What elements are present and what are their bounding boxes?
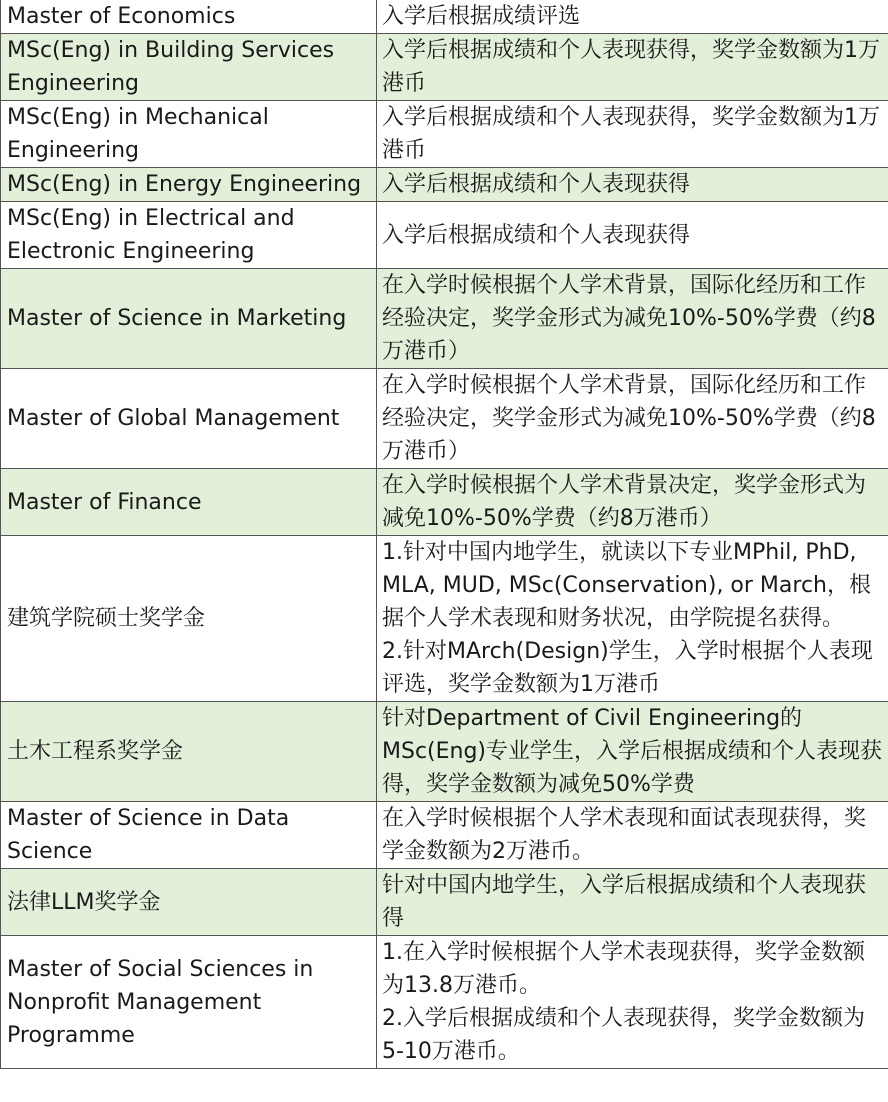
scholarship-description-cell xyxy=(377,101,888,168)
program-name-cell: MSc(Eng) in Energy Engineering xyxy=(1,168,377,202)
description-paragraph: 1.针对中国内地学生，就读以下专业MPhil, PhD, MLA, MUD, MSc(Conservation), or March，根据个人学术表现和财务状况，由学院提名获得。 xyxy=(382,540,871,631)
scholarship-description-cell xyxy=(377,936,888,1069)
description-paragraph: 入学后根据成绩和个人表现获得，奖学金数额为1万港币 xyxy=(382,38,880,96)
description-paragraph: 入学后根据成绩和个人表现获得 xyxy=(382,172,691,197)
description-paragraph: 入学后根据成绩和个人表现获得 xyxy=(382,222,691,248)
scholarship-table-body xyxy=(1,0,888,1069)
scholarship-description-cell xyxy=(377,869,888,936)
table-row xyxy=(1,101,888,168)
scholarship-description-cell xyxy=(377,0,888,34)
description-paragraph: 针对中国内地学生，入学后根据成绩和个人表现获得 xyxy=(382,873,867,931)
table-row xyxy=(1,536,888,702)
table-row xyxy=(1,936,888,1069)
description-paragraph: 入学后根据成绩评选 xyxy=(382,4,581,29)
description-paragraph: 2.针对MArch(Design)学生，入学时根据个人表现评选，奖学金数额为1万港币 xyxy=(382,639,873,697)
scholarship-description-cell xyxy=(377,202,888,269)
program-name-cell: Master of Economics xyxy=(1,0,377,34)
program-name-cell: MSc(Eng) in Building Services Engineering xyxy=(1,34,377,101)
program-name-cell: 土木工程系奖学金 xyxy=(1,702,377,802)
program-name-cell: MSc(Eng) in Electrical and Electronic Engineering xyxy=(1,202,377,269)
description-paragraph: 2.入学后根据成绩和个人表现获得，奖学金数额为5-10万港币。 xyxy=(382,1006,865,1064)
table-row xyxy=(1,469,888,536)
program-name-cell: Master of Global Management xyxy=(1,369,377,469)
table-row xyxy=(1,802,888,869)
table-row xyxy=(1,34,888,101)
scholarship-description-cell xyxy=(377,702,888,802)
description-paragraph: 在入学时候根据个人学术背景决定，奖学金形式为减免10%-50%学费（约8万港币） xyxy=(382,473,867,531)
description-paragraph: 入学后根据成绩和个人表现获得，奖学金数额为1万港币 xyxy=(382,105,880,163)
program-name-cell: MSc(Eng) in Mechanical Engineering xyxy=(1,101,377,168)
table-row xyxy=(1,269,888,369)
table-row xyxy=(1,369,888,469)
table-row xyxy=(1,168,888,202)
description-paragraph: 在入学时候根据个人学术背景，国际化经历和工作经验决定，奖学金形式为减免10%-50%学费（约8万港币） xyxy=(382,273,876,364)
program-name-cell: Master of Finance xyxy=(1,469,377,536)
description-paragraph: 1.在入学时候根据个人学术表现获得，奖学金数额为13.8万港币。 xyxy=(382,940,865,998)
program-name-cell: Master of Science in Marketing xyxy=(1,269,377,369)
scholarship-description-cell xyxy=(377,168,888,202)
description-paragraph: 针对Department of Civil Engineering的MSc(Eng)专业学生，入学后根据成绩和个人表现获得，奖学金数额为减免50%学费 xyxy=(382,706,883,797)
description-paragraph: 在入学时候根据个人学术表现和面试表现获得，奖学金数额为2万港币。 xyxy=(382,806,867,864)
scholarship-description-cell xyxy=(377,802,888,869)
scholarship-description-cell xyxy=(377,34,888,101)
scholarship-description-cell xyxy=(377,469,888,536)
program-name-cell: Master of Social Sciences in Nonprofit Management Programme xyxy=(1,936,377,1069)
program-name-cell: 建筑学院硕士奖学金 xyxy=(1,536,377,702)
program-name-cell: Master of Science in Data Science xyxy=(1,802,377,869)
scholarship-description-cell xyxy=(377,269,888,369)
scholarship-description-cell xyxy=(377,369,888,469)
description-paragraph: 在入学时候根据个人学术背景，国际化经历和工作经验决定，奖学金形式为减免10%-50%学费（约8万港币） xyxy=(382,373,876,464)
program-name-cell: 法律LLM奖学金 xyxy=(1,869,377,936)
scholarship-description-cell xyxy=(377,536,888,702)
table-row xyxy=(1,702,888,802)
table-row xyxy=(1,0,888,34)
table-row xyxy=(1,202,888,269)
table-row xyxy=(1,869,888,936)
